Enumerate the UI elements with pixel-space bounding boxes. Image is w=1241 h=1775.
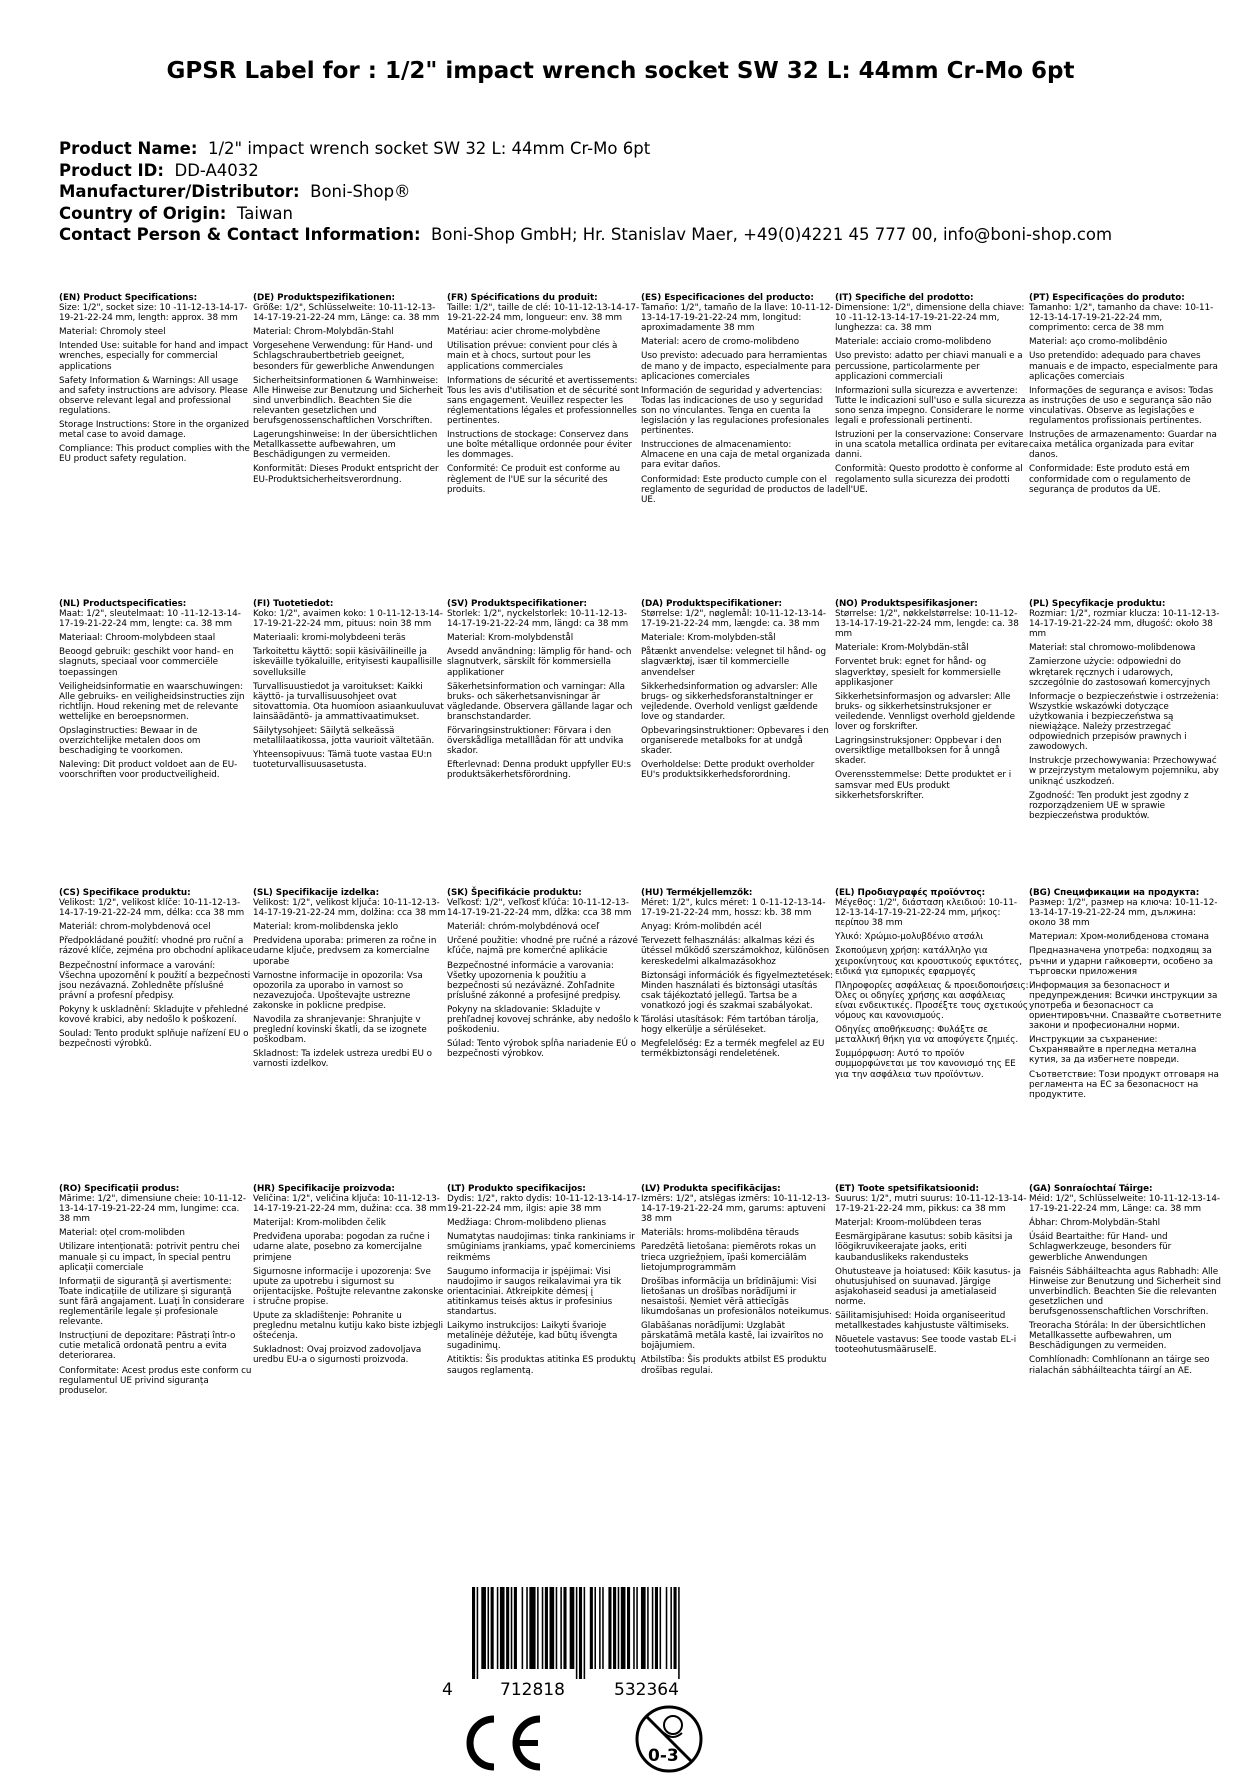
section-paragraph: Tamanho: 1/2", tamanho da chave: 10-11-12-13-14-17-19-21-22-24 mm, comprimento: cerca de 38 mm	[1029, 303, 1214, 334]
barcode-bar	[674, 1587, 677, 1669]
section-paragraph: Overensstemmelse: Dette produktet er i samsvar med EUs produkt sikkerhetsforskrifter.	[835, 770, 1012, 801]
section-paragraph: Ohutusteave ja hoiatused: Kõik kasutus- ja ohutusjuhised on suunavad. Järgige asjakohaseid seadusi ja ametialaseid norme.	[835, 1266, 1021, 1307]
section-heading: (ES) Especificaciones del producto:	[641, 293, 814, 303]
section-paragraph: Instructions de stockage: Conservez dans une boîte métallique ordonnée pour éviter les dommages.	[447, 430, 632, 461]
product-name-row	[59, 138, 1112, 160]
section-heading: (DA) Produktspecifikationer:	[641, 599, 782, 609]
product-info	[59, 138, 1112, 246]
section-paragraph: Velikost: 1/2", velikost klíče: 10-11-12-13-14-17-19-21-22-24 mm, délka: cca 38 mm	[59, 898, 245, 919]
section-paragraph: Instrucțiuni de depozitare: Păstrați într-o cutie metalică ordonată pentru a evita deteriorarea.	[59, 1331, 236, 1362]
language-section	[1029, 1184, 1223, 1474]
section-paragraph: Méid: 1/2", Schlüsselweite: 10-11-12-13-14-17-19-21-22-24 mm, Länge: ca. 38 mm	[1029, 1194, 1220, 1215]
barcode-group-2: 532364	[614, 1680, 679, 1697]
section-paragraph: Avsedd användning: lämplig för hand- och slagnutverk, särskilt för kommersiella applikationer	[447, 647, 632, 678]
section-heading: (SV) Produktspecifikationer:	[447, 599, 587, 609]
section-paragraph: Conformità: Questo prodotto è conforme al regolamento sulla sicurezza dei prodotti dell'UE.	[835, 464, 1023, 495]
language-sections	[59, 293, 1222, 1474]
section-paragraph: Biztonsági információk és figyelmeztetések: Minden használati és biztonsági utasítás csak tájékoztató jellegű. Tartsa be a vonatkozó jogi és szakmai szabályokat.	[641, 970, 833, 1011]
section-paragraph: Materiaal: Chroom-molybdeen staal	[59, 633, 216, 644]
section-paragraph: Bezpečnostní informace a varování: Všechna upozornění k použití a bezpečnosti jsou nezávazná. Zohledněte příslušné právní a profesní předpisy.	[59, 960, 251, 1001]
section-heading: (FI) Tuotetiedot:	[253, 599, 334, 609]
section-paragraph: Lagringsinstruksjoner: Oppbevar i den oversiktlige metallboksen for å unngå skader.	[835, 736, 1002, 767]
language-section	[641, 293, 835, 599]
language-section	[641, 599, 835, 888]
section-paragraph: Navodila za shranjevanje: Shranjujte v preglední kovinski škatli, da se izognete poškodbam.	[253, 1015, 427, 1046]
info-key: Product Name:	[59, 139, 198, 158]
section-paragraph: Predviđena uporaba: pogodan za ručne i udarne alate, posebno za komercijalne primjene	[253, 1232, 430, 1263]
section-paragraph: Size: 1/2", socket size: 10 -11-12-13-14-17-19-21-22-24 mm, length: approx. 38 mm	[59, 303, 248, 324]
language-section	[1029, 293, 1223, 599]
section-paragraph: Sikkerhetsinformasjon og advarsler: Alle bruks- og sikkerhetsinstruksjoner er veiledende. Vennligst overhold gjeldende lover og forskrifter.	[835, 691, 1015, 733]
language-section	[59, 1184, 253, 1474]
barcode-bar	[594, 1587, 596, 1669]
section-paragraph: Dydis: 1/2", rakto dydis: 10-11-12-13-14-17-19-21-22-24 mm, ilgis: apie 38 mm	[447, 1194, 641, 1215]
section-paragraph: Πληροφορίες ασφάλειας & προειδοποιήσεις: Όλες οι οδηγίες χρήσης και ασφάλειας είναι ενδεικτικές. Προσέξτε τους σχετικούς νόμους και κανονισμούς.	[835, 980, 1029, 1022]
section-paragraph: Съответствие: Този продукт отговаря на регламента на ЕС за безопасност на продуктите.	[1029, 1069, 1219, 1100]
section-paragraph: Sigurnosne informacije i upozorenja: Sve upute za upotrebu i sigurnost su orijentacijske. Poštujte relevantne zakonske i stručne propise.	[253, 1266, 444, 1307]
language-section	[835, 1184, 1029, 1474]
section-paragraph: Material: Chrom-Molybdän-Stahl	[253, 327, 394, 338]
section-paragraph: Material: acero de cromo-molibdeno	[641, 337, 800, 348]
age-warning-icon	[633, 1703, 705, 1775]
section-paragraph: Istruzioni per la conservazione: Conservare in una scatola metallica ordinata per evitare danni.	[835, 430, 1028, 461]
section-paragraph: Předpokládané použití: vhodné pro ruční a rázové klíče, zejména pro obchodní aplikace	[59, 936, 253, 957]
language-section	[447, 293, 641, 599]
barcode-bar	[560, 1587, 562, 1669]
section-paragraph: Taille: 1/2", taille de clé: 10-11-12-13-14-17-19-21-22-24 mm, longueur: env. 38 mm	[447, 303, 640, 324]
section-paragraph: Υλικό: Χρώμιο-μολυβδένιο ατσάλι	[835, 932, 984, 943]
section-paragraph: Förvaringsinstruktioner: Förvara i den överskådliga metalllådan för att undvika skador.	[447, 726, 624, 757]
barcode-bar	[618, 1587, 620, 1669]
section-paragraph: Material: Krom-molybdenstål	[447, 633, 574, 644]
section-heading: (IT) Specifiche del prodotto:	[835, 293, 974, 303]
section-paragraph: Sikkerhedsinformation og advarsler: Alle brugs- og sikkerhedsforanstaltninger er vejledende. Overhold venligst gældende love og standarder.	[641, 681, 818, 722]
barcode-bar	[633, 1587, 635, 1669]
section-paragraph: Material: Chromoly steel	[59, 327, 166, 338]
section-paragraph: Uso pretendido: adequado para chaves manuais e de impacto, especialmente para aplicações comerciais	[1029, 351, 1218, 382]
section-paragraph: Информация за безопасност и предупреждения: Всички инструкции за употреба и безопасност са ориентировъчни. Спазвайте съответните закони и професионални норми.	[1029, 980, 1222, 1032]
barcode-bar	[570, 1587, 575, 1669]
barcode-bar	[666, 1587, 668, 1669]
barcode-bar	[636, 1587, 638, 1669]
section-paragraph: Treoracha Stórála: In der übersichtlichen Metallkassette aufbewahren, um Beschädigungen zu vermeiden.	[1029, 1321, 1206, 1352]
section-paragraph: Informazioni sulla sicurezza e avvertenze: Tutte le indicazioni sull'uso e sulla sicurezza sono senza impegno. Considerare le norme legali e professionali pertinenti.	[835, 385, 1026, 427]
section-paragraph: Mărime: 1/2", dimensiune cheie: 10-11-12-13-14-17-19-21-22-24 mm, lungime: cca. 38 mm	[59, 1194, 247, 1225]
section-paragraph: Veličina: 1/2", veličina ključa: 10-11-12-13-14-17-19-21-22-24 mm, dužina: cca. 38 mm	[253, 1194, 447, 1215]
language-section	[447, 599, 641, 888]
barcode-bar	[655, 1587, 658, 1669]
product-id-row	[59, 160, 1112, 182]
section-paragraph: Upute za skladištenje: Pohranite u preglednu metalnu kutiju kako biste izbjegli oštećenja.	[253, 1311, 444, 1342]
language-band	[59, 888, 1222, 1184]
section-paragraph: Utilizare intenționată: potrivit pentru chei manuale și cu impact, în special pentru aplicații comerciale	[59, 1242, 240, 1273]
section-paragraph: Méret: 1/2", kulcs méret: 1 0-11-12-13-14-17-19-21-22-24 mm, hossz: kb. 38 mm	[641, 898, 826, 919]
info-value: DD-A4032	[174, 160, 259, 180]
section-paragraph: Informations de sécurité et avertissements: Tous les avis d'utilisation et de sécurité sont sans engagement. Veuillez respecter les réglementations légales et professionnelles pertinentes.	[447, 375, 640, 427]
language-section	[835, 599, 1029, 888]
barcode-bar	[511, 1587, 513, 1669]
section-paragraph: Forventet bruk: egnet for hånd- og slagverktøy, spesielt for kommersielle applikasjoner	[835, 657, 1001, 688]
info-key: Manufacturer/Distributor:	[59, 182, 300, 201]
section-paragraph: Materiał: stal chromowo-molibdenowa	[1029, 643, 1196, 654]
section-paragraph: Konformität: Dieses Produkt entspricht der EU-Produktsicherheitsverordnung.	[253, 464, 439, 485]
section-heading: (EN) Product Specifications:	[59, 293, 198, 303]
manufacturer-row	[59, 181, 1112, 203]
language-section	[835, 888, 1029, 1184]
barcode-bar	[488, 1587, 490, 1669]
section-heading: (GA) Sonraíochtaí Táirge:	[1029, 1184, 1153, 1194]
section-paragraph: Conformitate: Acest produs este conform cu regulamentul UE privind siguranța produselor.	[59, 1365, 252, 1396]
section-paragraph: Uso previsto: adecuado para herramientas de mano y de impacto, especialmente para aplicaciones comerciales	[641, 351, 831, 382]
section-paragraph: Informações de segurança e avisos: Todas as instruções de uso e segurança são não vinculativas. Observe as legislações e regulamentos profissionais pertinentes.	[1029, 385, 1214, 427]
barcode-bar	[550, 1587, 555, 1669]
section-paragraph: Skladnost: Ta izdelek ustreza uredbi EU o varnosti izdelkov.	[253, 1049, 432, 1070]
info-value: Boni-Shop®	[310, 182, 411, 201]
section-paragraph: Intended Use: suitable for hand and impact wrenches, especially for commercial applications	[59, 341, 249, 372]
barcode-bar	[481, 1587, 486, 1669]
section-paragraph: Σκοπούμενη χρήση: κατάλληλο για χειροκίνητους και κρουστικούς εφικτότες, ειδικά για εμπορικές εφαρμογές	[835, 946, 1023, 977]
barcode-bar	[579, 1587, 582, 1679]
page-title: GPSR Label for : 1/2" impact wrench socket SW 32 L: 44mm Cr-Mo 6pt	[166, 58, 1075, 84]
language-band	[59, 293, 1219, 599]
section-paragraph: Beoogd gebruik: geschikt voor hand- en slagnuts, speciaal voor commerciële toepassingen	[59, 647, 234, 678]
section-paragraph: Atitiktis: Šis produktas atitinka ES produktų saugos reglamentą.	[447, 1355, 636, 1376]
section-heading: (NL) Productspecificaties:	[59, 599, 187, 609]
section-heading: (NO) Produktspesifikasjoner:	[835, 599, 978, 609]
barcode-bar	[660, 1587, 662, 1669]
info-key: Contact Person & Contact Information:	[59, 225, 421, 244]
age-warning-label: 0-3	[648, 1746, 679, 1766]
section-paragraph: Saugumo informacija ir įspėjimai: Visi naudojimo ir saugos reikalavimai yra tik orientaciniai. Atkreipkite dėmesį į atitinkamus teisės aktus ir profesinius standartus.	[447, 1266, 622, 1318]
section-paragraph: Varnostne informacije in opozorila: Vsa opozorila za uporabo in varnost so nezavezujoča. Upoštevajte ustrezne zakonske in poklicne predpise.	[253, 970, 423, 1011]
section-paragraph: Materiál: chrom-molybdenová ocel	[59, 922, 211, 933]
barcode-bar	[590, 1587, 593, 1669]
barcode-bar	[556, 1587, 558, 1669]
section-paragraph: Lagerungshinweise: In der übersichtlichen Metallkassette aufbewahren, um Beschädigungen zu vermeiden.	[253, 430, 438, 461]
barcode-bar	[526, 1587, 528, 1669]
section-paragraph: Veiligheidsinformatie en waarschuwingen: Alle gebruiks- en veiligheidsinstructies zijn richtlijn. Houd rekening met de relevante wettelijke en beroepsnormen.	[59, 681, 245, 722]
ce-mark-icon	[456, 1713, 546, 1773]
section-paragraph: Material: oțel crom-molibden	[59, 1228, 185, 1239]
section-paragraph: Velikost: 1/2", velikost ključa: 10-11-12-13-14-17-19-21-22-24 mm, dolžina: cca 38 mm	[253, 898, 446, 919]
section-paragraph: Materijal: Krom-molibden čelik	[253, 1218, 386, 1229]
section-paragraph: Инструкции за съхранение: Съхранявайте в прегледна метална кутия, за да избегнете повреди.	[1029, 1035, 1197, 1066]
section-paragraph: Informacje o bezpieczeństwie i ostrzeżenia: Wszystkie wskazówki dotyczące użytkowania i bezpieczeństwa są niewiążące. Należy przestrzegać odpowiednich przepisów prawnych i zawodowych.	[1029, 691, 1219, 753]
section-paragraph: Información de seguridad y advertencias: Todas las indicaciones de uso y seguridad son no vinculantes. Tenga en cuenta la legislación y las regulaciones profesionales pertinentes.	[641, 385, 829, 437]
section-paragraph: Instruções de armazenamento: Guardar na caixa metálica organizada para evitar danos.	[1029, 430, 1217, 461]
language-section	[59, 599, 253, 888]
section-paragraph: Materiale: Krom-Molybdän-stål	[835, 643, 969, 654]
section-heading: (SK) Špecifikácie produktu:	[447, 888, 582, 898]
info-key: Product ID:	[59, 160, 164, 180]
section-paragraph: Eesmärgipärane kasutus: sobib käsitsi ja löögikruvikeerajate jaoks, eriti kaubanduslikeks rakendusteks	[835, 1232, 1013, 1263]
section-paragraph: Sicherheitsinformationen & Warnhinweise: Alle Hinweise zur Benutzung und Sicherheit sind unverbindlich. Beachten Sie die relevanten gesetzlichen und berufsgenossenschaftlichen Vorschriften.	[253, 375, 444, 427]
barcode-bars	[472, 1587, 680, 1679]
barcode-bar	[652, 1587, 654, 1669]
section-heading: (PT) Especificações do produto:	[1029, 293, 1185, 303]
ean-barcode	[442, 1587, 742, 1697]
section-paragraph: Conformidad: Este producto cumple con el reglamento de seguridad de productos de la UE.	[641, 474, 835, 505]
info-value: Boni-Shop GmbH; Hr. Stanislav Maer, +49(0)4221 45 777 00, info@boni-shop.com	[431, 225, 1113, 244]
section-paragraph: Atbilstība: Šis produkts atbilst ES produktu drošības regulai.	[641, 1355, 827, 1376]
section-heading: (ET) Toote spetsifikatsioonid:	[835, 1184, 979, 1194]
barcode-bar	[491, 1587, 494, 1669]
section-paragraph: Drošības informācija un brīdinājumi: Visi lietošanas un drošības norādījumi ir nesaistoši. Ņemiet vērā attiecīgās likumdošanas un profesionālos noteikumus.	[641, 1276, 832, 1318]
language-section	[447, 1184, 641, 1474]
section-paragraph: Conformité: Ce produit est conforme au règlement de l'UE sur la sécurité des produits.	[447, 464, 621, 495]
section-heading: (HR) Specifikacije proizvoda:	[253, 1184, 395, 1194]
section-heading: (BG) Спецификации на продукта:	[1029, 888, 1200, 898]
section-paragraph: Matériau: acier chrome-molybdène	[447, 327, 601, 338]
section-paragraph: Conformidade: Este produto está em conformidade com o regulamento de segurança de produtos da UE.	[1029, 464, 1191, 495]
section-paragraph: Určené použitie: vhodné pre ručné a rázové kľúče, najmä pre komerčné aplikácie	[447, 936, 638, 957]
language-section	[59, 293, 253, 599]
barcode-bar	[576, 1587, 578, 1679]
section-paragraph: Instrukcje przechowywania: Przechowywać w przejrzystym metalowym pojemniku, aby uniknąć uszkodzeń.	[1029, 756, 1219, 787]
section-paragraph: Suurus: 1/2", mutri suurus: 10-11-12-13-14-17-19-21-22-24 mm, pikkus: ca 38 mm	[835, 1194, 1027, 1215]
section-paragraph: Pokyny na skladovanie: Skladujte v prehľadnej kovovej schránke, aby nedošlo k poškodeniu.	[447, 1004, 639, 1036]
section-paragraph: Størrelse: 1/2", nøglemål: 10-11-12-13-14-17-19-21-22-24 mm, længde: ca. 38 mm	[641, 609, 827, 630]
info-key: Country of Origin:	[59, 203, 227, 223]
section-paragraph: Предназначена употреба: подходящ за ръчни и ударни гайковерти, особено за търговски приложения	[1029, 946, 1213, 977]
section-heading: (CS) Specifikace produktu:	[59, 888, 191, 898]
section-paragraph: Materjal: Kroom-molübdeen teras	[835, 1218, 982, 1229]
section-paragraph: Efterlevnad: Denna produkt uppfyller EU:s produktsäkerhetsförordning.	[447, 760, 631, 781]
section-heading: (SL) Specifikacije izdelka:	[253, 888, 380, 898]
contact-row	[59, 224, 1112, 246]
section-paragraph: Soulad: Tento produkt splňuje nařízení EU o bezpečnosti výrobků.	[59, 1029, 249, 1050]
section-paragraph: Izmērs: 1/2", atslēgas izmērs: 10-11-12-13-14-17-19-21-22-24 mm, garums: aptuveni 38 mm	[641, 1194, 830, 1225]
section-paragraph: Predvidena uporaba: primeren za ročne in udarne ključe, predvsem za komercialne uporabe	[253, 936, 437, 967]
section-paragraph: Numatytas naudojimas: tinka rankiniams ir smūginiams įrankiams, ypač komerciniems reikmėms	[447, 1232, 636, 1263]
section-paragraph: Säilytysohjeet: Säilytä selkeässä metallilaatikossa, jotta vaurioit vältetään.	[253, 726, 435, 747]
barcode-bar	[542, 1587, 544, 1669]
barcode-bar	[621, 1587, 626, 1669]
barcode-bar	[613, 1587, 616, 1669]
section-paragraph: Safety Information & Warnings: All usage and safety instructions are advisory. Please observe relevant legal and professional regulations.	[59, 375, 248, 416]
section-heading: (RO) Specificații produs:	[59, 1184, 180, 1194]
section-paragraph: Storlek: 1/2", nyckelstorlek: 10-11-12-13-14-17-19-21-22-24 mm, längd: ca 38 mm	[447, 609, 629, 630]
section-paragraph: Pokyny k uskladnění: Skladujte v přehledné kovové krabici, aby nedošlo k poškození.	[59, 1004, 249, 1026]
section-paragraph: Størrelse: 1/2", nøkkelstørrelse: 10-11-12-13-14-17-19-21-22-24 mm, lengde: ca. 38 mm	[835, 609, 1019, 640]
section-paragraph: Vorgesehene Verwendung: für Hand- und Schlagschraubertbetrieb geeignet, besonders für gewerbliche Anwendungen	[253, 341, 435, 372]
section-paragraph: Οδηγίες αποθήκευσης: Φυλάξτε σε μεταλλική θήκη για να αποφύγετε ζημιές.	[835, 1025, 1019, 1046]
section-paragraph: Veľkosť: 1/2", veľkosť kľúča: 10-11-12-13-14-17-19-21-22-24 mm, dĺžka: cca 38 mm	[447, 898, 632, 919]
section-paragraph: Opslaginstructies: Bewaar in de overzichtelijke metalen doos om beschadiging te voorkomen.	[59, 726, 201, 757]
barcode-bar	[647, 1587, 649, 1669]
section-paragraph: Uso previsto: adatto per chiavi manuali e a percussione, particolarmente per applicazioni commerciali	[835, 351, 1023, 382]
section-paragraph: Instrucciones de almacenamiento: Almacene en una caja de metal organizada para evitar daños.	[641, 440, 831, 471]
section-heading: (EL) Προδιαγραφές προϊόντος:	[835, 888, 986, 898]
language-section	[253, 1184, 447, 1474]
barcode-bar	[641, 1587, 646, 1669]
barcode-bar	[522, 1587, 524, 1669]
section-paragraph: Materiál: chróm-molybdénová oceľ	[447, 922, 600, 933]
language-section	[447, 888, 641, 1184]
section-paragraph: Zgodność: Ten produkt jest zgodny z rozporządzeniem UE w sprawie bezpieczeństwa produktów.	[1029, 790, 1189, 821]
section-paragraph: Comhlíonadh: Comhlíonann an táirge seo rialachán sábháilteachta táirgí an AE.	[1029, 1355, 1210, 1376]
section-paragraph: Größe: 1/2", Schlüsselweite: 10-11-12-13-14-17-19-21-22-24 mm, Länge: ca. 38 mm	[253, 303, 440, 324]
language-band	[59, 599, 1219, 888]
barcode-bar	[500, 1587, 505, 1669]
barcode-bar	[506, 1587, 509, 1669]
section-paragraph: Glabāšanas norādījumi: Uzglabāt pārskatāmā metāla kastē, lai izvairītos no bojājumiem.	[641, 1321, 824, 1352]
info-value: Taiwan	[236, 203, 293, 223]
barcode-bar	[529, 1587, 535, 1669]
barcode-bar	[670, 1587, 672, 1669]
barcode-bar	[514, 1587, 517, 1669]
section-paragraph: Laikymo instrukcijos: Laikyti švarioje metalinėje dėžutėje, kad būtų išvengta sugadinimų.	[447, 1321, 618, 1352]
barcode-bar	[678, 1587, 680, 1679]
section-paragraph: Sukladnost: Ovaj proizvod zadovoljava uredbu EU-a o sigurnosti proizvoda.	[253, 1345, 422, 1366]
section-paragraph: Bezpečnostné informácie a varovania: Všetky upozornenia k použitiu a bezpečnosti sú nezáväzné. Zohľadnite príslušné zákonné a profesijné predpisy.	[447, 960, 621, 1001]
language-section	[1029, 888, 1223, 1184]
section-paragraph: Rozmiar: 1/2", rozmiar klucza: 10-11-12-13-14-17-19-21-22-24 mm, długość: około 38 mm	[1029, 609, 1220, 640]
barcode-bar	[599, 1587, 601, 1669]
section-paragraph: Anyag: Króm-molibdén acél	[641, 922, 762, 933]
section-paragraph: Nõuetele vastavus: See toode vastab EL-i tooteohutusmääruselE.	[835, 1335, 1017, 1356]
barcode-bar	[537, 1587, 539, 1669]
section-paragraph: Úsáid Beartaithe: für Hand- und Schlagwerkzeuge, besonders für gewerbliche Anwendungen	[1029, 1232, 1172, 1263]
barcode-bar	[477, 1587, 479, 1679]
barcode-bar	[584, 1587, 586, 1679]
barcode-bar	[563, 1587, 566, 1669]
section-paragraph: Medžiaga: Chrom-molibdeno plienas	[447, 1218, 606, 1229]
section-paragraph: Compliance: This product complies with the EU product safety regulation.	[59, 444, 250, 465]
barcode-bar	[472, 1587, 475, 1679]
language-section	[253, 293, 447, 599]
section-heading: (HU) Termékjellemzők:	[641, 888, 753, 898]
section-paragraph: Ábhar: Chrom-Molybdän-Stahl	[1029, 1218, 1161, 1229]
section-paragraph: Tervezett felhasználás: alkalmas kézi és ütéssel működő szerszámokhoz, különösen kereskedelmi alkalmazásokhoz	[641, 936, 830, 967]
section-heading: (FR) Spécifications du produit:	[447, 293, 598, 303]
section-paragraph: Paredzētā lietošana: piemērots rokas un trieca uzgriežņiem, īpaši komerciālām lietojumprogrammām	[641, 1242, 816, 1273]
section-paragraph: Faisnéis Sábháilteachta agus Rabhadh: Alle Hinweise zur Benutzung und Sicherheit sind unverbindlich. Beachten Sie die relevanten gesetzlichen und berufsgenossenschaftlichen Vorschriften.	[1029, 1266, 1221, 1318]
section-heading: (DE) Produktspezifikationen:	[253, 293, 395, 303]
language-section	[641, 1184, 835, 1474]
section-paragraph: Storage Instructions: Store in the organized metal case to avoid damage.	[59, 420, 249, 441]
section-paragraph: Súlad: Tento výrobok spĺňa nariadenie EÚ o bezpečnosti výrobkov.	[447, 1039, 636, 1060]
section-paragraph: Materiāls: hroms-molibdēna tērauds	[641, 1228, 799, 1239]
section-paragraph: Dimensione: 1/2", dimensione della chiave: 10 -11-12-13-14-17-19-21-22-24 mm, lunghezza: ca. 38 mm	[835, 303, 1025, 334]
section-paragraph: Påtænkt anvendelse: velegnet til hånd- og slagværktøj, især til kommercielle anvendelser	[641, 647, 827, 678]
barcode-bar	[602, 1587, 604, 1669]
section-paragraph: Maat: 1/2", sleutelmaat: 10 -11-12-13-14-17-19-21-22-24 mm, lengte: ca. 38 mm	[59, 609, 241, 630]
barcode-bar	[608, 1587, 611, 1669]
section-paragraph: Размер: 1/2", размер на ключа: 10-11-12-13-14-17-19-21-22-24 mm, дължина: около 38 mm	[1029, 898, 1218, 929]
language-section	[253, 888, 447, 1184]
section-heading: (PL) Specyfikacje produktu:	[1029, 599, 1166, 609]
section-paragraph: Overholdelse: Dette produkt overholder EU's produktsikkerhedsforordning.	[641, 760, 815, 781]
section-paragraph: Informații de siguranță și avertismente: Toate indicațiile de utilizare și siguranță sunt fără angajament. Luați în considerare reglementările legale și profesionale relevante.	[59, 1276, 245, 1328]
section-paragraph: Material: aço cromo-molibdênio	[1029, 337, 1168, 348]
section-paragraph: Материал: Хром-молибденова стомана	[1029, 932, 1209, 943]
section-paragraph: Materiale: Krom-molybden-stål	[641, 633, 776, 644]
section-heading: (LT) Produkto specifikacijos:	[447, 1184, 586, 1194]
info-value: 1/2" impact wrench socket SW 32 L: 44mm Cr-Mo 6pt	[207, 139, 651, 158]
section-paragraph: Naleving: Dit product voldoet aan de EU-voorschriften voor productveiligheid.	[59, 760, 238, 781]
language-section	[1029, 599, 1223, 888]
section-paragraph: Yhteensopivuus: Tämä tuote vastaa EU:n tuoteturvallisuusasetusta.	[253, 750, 432, 771]
section-paragraph: Zamierzone użycie: odpowiedni do wkrętarek ręcznych i udarowych, szczególnie do zastosowań komercyjnych	[1029, 657, 1211, 688]
section-paragraph: Tárolási utasítások: Fém tartóban tárolja, hogy elkerülje a sérüléseket.	[641, 1015, 819, 1036]
section-paragraph: Utilisation prévue: convient pour clés à main et à chocs, surtout pour les applications commerciales	[447, 341, 618, 372]
section-paragraph: Materiaali: kromi-molybdeeni teräs	[253, 633, 406, 644]
section-paragraph: Turvallisuustiedot ja varoitukset: Kaikki käyttö- ja turvallisuusohjeet ovat sitovattomia. Ota huomioon asiaankuuluvat lainsäädäntö- ja ammattivaatimukset.	[253, 681, 444, 722]
section-paragraph: Μέγεθος: 1/2", διάσταση κλειδιού: 10-11-12-13-14-17-19-21-22-24 mm, μήκος: περίπου 38 mm	[835, 898, 1018, 929]
language-section	[641, 888, 835, 1184]
section-paragraph: Megfelelőség: Ez a termék megfelel az EU termékbiztonsági rendeletének.	[641, 1039, 825, 1060]
section-paragraph: Tamaño: 1/2", tamaño de la llave: 10-11-12-13-14-17-19-21-22-24 mm, longitud: aproximadamente 38 mm	[641, 303, 834, 334]
section-paragraph: Συμμόρφωση: Αυτό το προϊόν συμμορφώνεται με τον κανονισμό της ΕΕ για την ασφάλεια των προϊόντων.	[835, 1049, 1016, 1080]
language-section	[253, 599, 447, 888]
barcode-digit-first: 4	[442, 1680, 453, 1697]
section-paragraph: Koko: 1/2", avaimen koko: 1 0-11-12-13-14-17-19-21-22-24 mm, pituus: noin 38 mm	[253, 609, 443, 630]
barcode-group-1: 712818	[500, 1680, 565, 1697]
language-section	[59, 888, 253, 1184]
barcode-bar	[497, 1587, 499, 1669]
section-heading: (LV) Produkta specifikācijas:	[641, 1184, 781, 1194]
language-band	[59, 1184, 1219, 1474]
language-section	[835, 293, 1029, 599]
section-paragraph: Säkerhetsinformation och varningar: Alla bruks- och säkerhetsanvisningar är vägledande. Observera gällande lagar och branschstandarder.	[447, 681, 633, 722]
section-paragraph: Tarkoitettu käyttö: sopii käsiväilineille ja iskeväille työkaluille, erityisesti kaupallisille sovelluksille	[253, 647, 443, 678]
section-paragraph: Opbevaringsinstruktioner: Opbevares i den organiserede metalboks for at undgå skader.	[641, 726, 829, 757]
section-paragraph: Säilitamisjuhised: Hoida organiseeritud metallkestades kahjustuste vältimiseks.	[835, 1311, 1009, 1332]
barcode-bar	[627, 1587, 630, 1669]
barcode-bar	[545, 1587, 548, 1669]
section-paragraph: Materiale: acciaio cromo-molibdeno	[835, 337, 992, 348]
section-paragraph: Material: krom-molibdenska jeklo	[253, 922, 399, 933]
country-row	[59, 203, 1112, 225]
